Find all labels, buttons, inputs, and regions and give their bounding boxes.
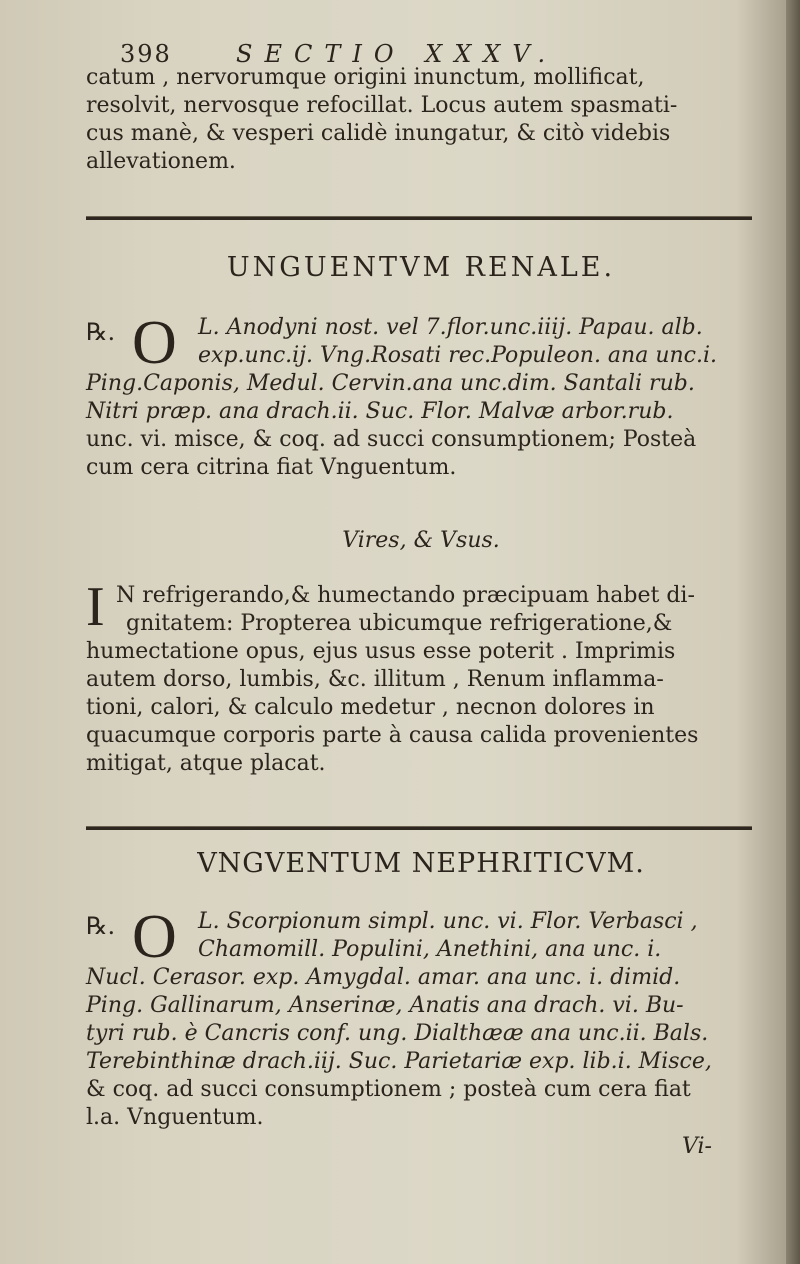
section-divider	[86, 216, 752, 220]
body-line: quacumque corporis parte à causa calida provenientes	[86, 723, 699, 748]
recipe-line: exp.unc.ij. Vng.Rosati rec.Populeon. ana unc.i.	[198, 343, 718, 368]
catchword: Vi-	[682, 1134, 712, 1159]
intro-line: catum , nervorumque origini inunctum, mollificat,	[86, 65, 645, 90]
recipe-line: Terebinthinæ drach.iij. Suc. Parietariæ exp. lib.i. Misce,	[86, 1049, 712, 1074]
body-line: humectatione opus, ejus usus esse poterit . Imprimis	[86, 639, 676, 664]
body-line: mitigat, atque placat.	[86, 751, 326, 776]
running-title: SECTIO XXXV.	[236, 40, 558, 68]
drop-cap: I	[86, 576, 105, 638]
body-line: gnitatem: Propterea ubicumque refrigeratione,&	[126, 611, 673, 636]
section-title: VNGVENTUM NEPHRITICVM.	[197, 848, 645, 879]
recipe-line: Ping.Caponis, Medul. Cervin.ana unc.dim. Santali rub.	[86, 371, 695, 396]
recipe-line: L. Scorpionum simpl. unc. vi. Flor. Verbasci ,	[198, 909, 698, 934]
recipe-line: unc. vi. misce, & coq. ad succi consumptionem; Posteà	[86, 427, 697, 452]
recipe-line: tyri rub. è Cancris conf. ung. Dialthææ ana unc.ii. Bals.	[86, 1021, 709, 1046]
body-line: N refrigerando,& humectando præcipuam habet di-	[116, 583, 695, 608]
intro-line: cus manè, & vesperi calidè inungatur, & citò videbis	[86, 121, 671, 146]
section-title: UNGUENTVM RENALE.	[226, 252, 616, 283]
recipe-line: Nitri præp. ana drach.ii. Suc. Flor. Malvæ arbor.rub.	[86, 399, 674, 424]
intro-line: resolvit, nervosque refocillat. Locus autem spasmati-	[86, 93, 678, 118]
vires-heading: Vires, & Vsus.	[342, 528, 500, 553]
recipe-line: Chamomill. Populini, Anethini, ana unc. i.	[198, 937, 662, 962]
recipe-line: & coq. ad succi consumptionem ; posteà cum cera fiat	[86, 1077, 691, 1102]
recipe-line: L. Anodyni nost. vel 7.flor.unc.iiij. Papau. alb.	[198, 315, 703, 340]
body-line: tioni, calori, & calculo medetur , necnon dolores in	[86, 695, 655, 720]
recipe-line: cum cera citrina fiat Vnguentum.	[86, 455, 457, 480]
recipe-symbol: ℞.	[86, 318, 116, 346]
section-divider	[86, 826, 752, 830]
page-number: 398	[120, 40, 172, 68]
drop-cap: O	[132, 309, 177, 377]
recipe-line: l.a. Vnguentum.	[86, 1105, 264, 1130]
recipe-symbol: ℞.	[86, 912, 116, 940]
intro-line: allevationem.	[86, 149, 236, 174]
page-edge-shadow	[786, 0, 800, 1264]
body-line: autem dorso, lumbis, &c. illitum , Renum inflamma-	[86, 667, 664, 692]
recipe-line: Nucl. Cerasor. exp. Amygdal. amar. ana unc. i. dimid.	[86, 965, 681, 990]
drop-cap: O	[132, 903, 177, 971]
recipe-line: Ping. Gallinarum, Anserinæ, Anatis ana drach. vi. Bu-	[86, 993, 684, 1018]
